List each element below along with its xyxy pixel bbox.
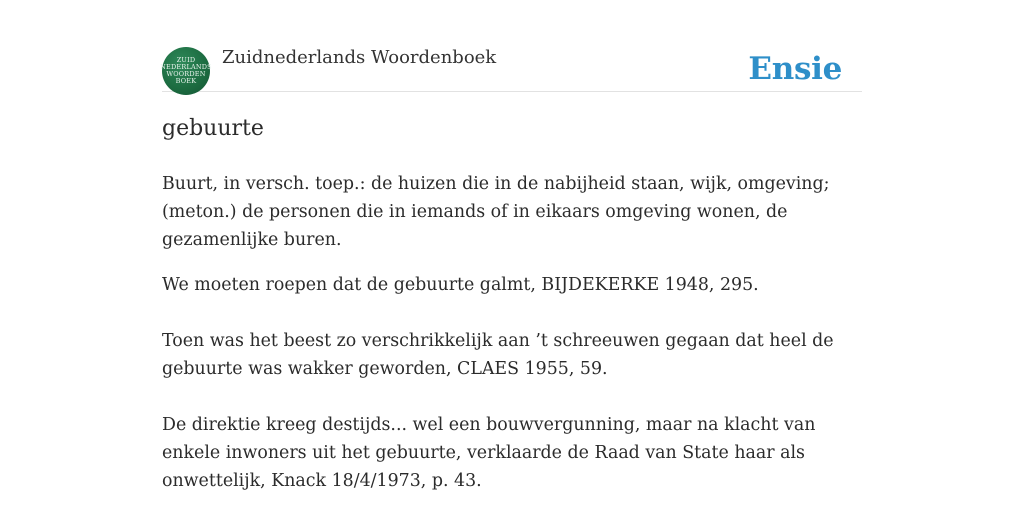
header — [162, 44, 862, 92]
entry-definition: Buurt, in versch. toep.: de huizen die in de nabijheid staan, wijk, omgeving; (meton.) de personen die in iemands of in eikaars omgeving wonen, de gezamenlijke buren. — [162, 174, 830, 250]
entry-word: gebuurte — [162, 116, 264, 141]
logo-line: ZUID — [176, 56, 196, 64]
logo-line: BOEK — [175, 77, 197, 85]
ensie-brand-logo[interactable]: Ensie — [748, 51, 842, 87]
logo-line: NEDERLANDS — [160, 63, 212, 71]
zuidnederlands-woordenboek-logo[interactable] — [162, 47, 210, 95]
quote-list — [162, 271, 862, 523]
dictionary-title-link[interactable]: Zuidnederlands Woordenboek — [222, 47, 497, 68]
logo-line: WOORDEN — [166, 70, 206, 78]
quote-item: We moeten roepen dat de gebuurte galmt, BIJDEKERKE 1948, 295. — [162, 275, 759, 295]
quote-item: De direktie kreeg destijds... wel een bouwvergunning, maar na klacht van enkele inwoners uit het gebuurte, verklaarde de Raad van State haar als onwettelijk, Knack 18/4/1973, p. 43. — [162, 415, 816, 491]
quote-item: Toen was het beest zo verschrikkelijk aan ’t schreeuwen gegaan dat heel de gebuurte was wakker geworden, CLAES 1955, 59. — [162, 331, 834, 379]
